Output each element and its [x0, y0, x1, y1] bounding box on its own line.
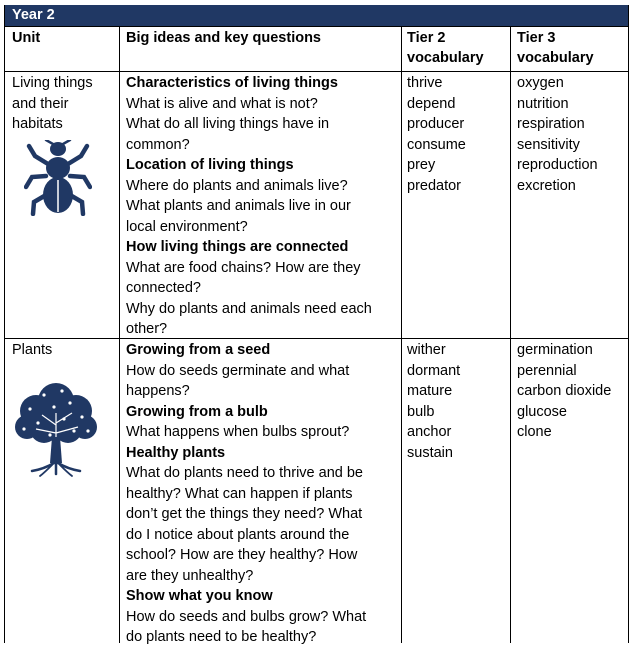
- tier2-cell: [407, 73, 507, 196]
- tier3-word: germination: [517, 342, 593, 358]
- tier3-word: glucose: [517, 403, 567, 420]
- key-question-line: common?: [126, 136, 190, 153]
- key-question-line: happens?: [126, 383, 190, 399]
- tier2-word: mature: [407, 383, 453, 399]
- key-question-line: What happens when bulbs sprout?: [126, 424, 350, 440]
- big-idea-heading: Show what you know: [126, 588, 273, 604]
- key-question-line: connected?: [126, 280, 201, 296]
- bug-icon: [24, 140, 92, 216]
- tier2-word: anchor: [407, 424, 452, 440]
- key-question-line: What do plants need to thrive and be: [126, 465, 363, 481]
- year-title-bar: [5, 5, 628, 27]
- header-row: [5, 27, 628, 72]
- big-idea-heading: How living things are connected: [126, 239, 349, 255]
- key-question-line: do I notice about plants around the: [126, 526, 350, 543]
- tier3-word: carbon dioxide: [517, 383, 612, 399]
- tier3-word: excretion: [517, 177, 576, 194]
- big-ideas-cell: [126, 340, 401, 648]
- tier2-word: depend: [407, 95, 456, 112]
- big-ideas-cell: [126, 73, 401, 340]
- unit-line: Plants: [12, 342, 53, 358]
- header-tier3: [517, 28, 629, 68]
- key-question-line: don’t get the things they need? What: [126, 506, 363, 522]
- big-idea-heading: Characteristics of living things: [126, 75, 338, 91]
- header-big-ideas: Big ideas and key questions: [126, 30, 321, 46]
- curriculum-table: [4, 5, 629, 643]
- tier3-cell: [517, 73, 629, 196]
- key-question-line: other?: [126, 321, 168, 337]
- unit-line: and their: [12, 95, 69, 112]
- big-idea-heading: Growing from a bulb: [126, 403, 268, 420]
- tier2-word: thrive: [407, 75, 443, 91]
- header-unit: Unit: [12, 30, 41, 46]
- tier2-cell: [407, 340, 507, 463]
- unit-line: habitats: [12, 116, 63, 132]
- header-tier3-line: Tier 3: [517, 30, 556, 46]
- header-tier3-line: vocabulary: [517, 50, 594, 66]
- tier2-word: producer: [407, 116, 465, 132]
- header-tier2: [407, 28, 507, 68]
- key-question-line: How do seeds germinate and what: [126, 362, 350, 379]
- big-idea-heading: Location of living things: [126, 157, 294, 173]
- key-question-line: do plants need to be healthy?: [126, 629, 317, 645]
- table-row-plants: [5, 339, 628, 643]
- unit-cell: [12, 73, 117, 135]
- tier3-word: clone: [517, 424, 552, 440]
- big-idea-heading: Growing from a seed: [126, 342, 271, 358]
- header-tier2-line: vocabulary: [407, 50, 484, 66]
- tier2-word: bulb: [407, 403, 435, 420]
- key-question-line: school? How are they healthy? How: [126, 547, 358, 563]
- key-question-line: healthy? What can happen if plants: [126, 485, 353, 502]
- tier2-word: predator: [407, 177, 462, 194]
- tier3-word: sensitivity: [517, 136, 580, 153]
- tier2-word: wither: [407, 342, 446, 358]
- tier2-word: sustain: [407, 444, 453, 461]
- key-question-line: Why do plants and animals need each: [126, 300, 372, 317]
- key-question-line: Where do plants and animals live?: [126, 177, 348, 194]
- tier2-word: prey: [407, 157, 436, 173]
- key-question-line: What do all living things have in: [126, 116, 330, 132]
- tree-icon: [14, 379, 98, 477]
- big-idea-heading: Healthy plants: [126, 444, 226, 461]
- tier3-word: oxygen: [517, 75, 564, 91]
- unit-cell: [12, 340, 117, 361]
- header-tier2-line: Tier 2: [407, 30, 446, 46]
- tier2-word: dormant: [407, 362, 461, 379]
- tier3-word: reproduction: [517, 157, 598, 173]
- key-question-line: are they unhealthy?: [126, 567, 254, 584]
- tier3-word: respiration: [517, 116, 585, 132]
- tier3-cell: [517, 340, 629, 443]
- tier3-word: nutrition: [517, 95, 569, 112]
- tier2-word: consume: [407, 136, 466, 153]
- year-title: Year 2: [12, 7, 55, 23]
- key-question-line: local environment?: [126, 218, 248, 235]
- key-question-line: How do seeds and bulbs grow? What: [126, 608, 367, 625]
- table-row-living-things: [5, 72, 628, 339]
- tier3-word: perennial: [517, 362, 577, 379]
- key-question-line: What plants and animals live in our: [126, 198, 351, 214]
- key-question-line: What is alive and what is not?: [126, 95, 318, 112]
- key-question-line: What are food chains? How are they: [126, 259, 361, 276]
- unit-line: Living things: [12, 75, 93, 91]
